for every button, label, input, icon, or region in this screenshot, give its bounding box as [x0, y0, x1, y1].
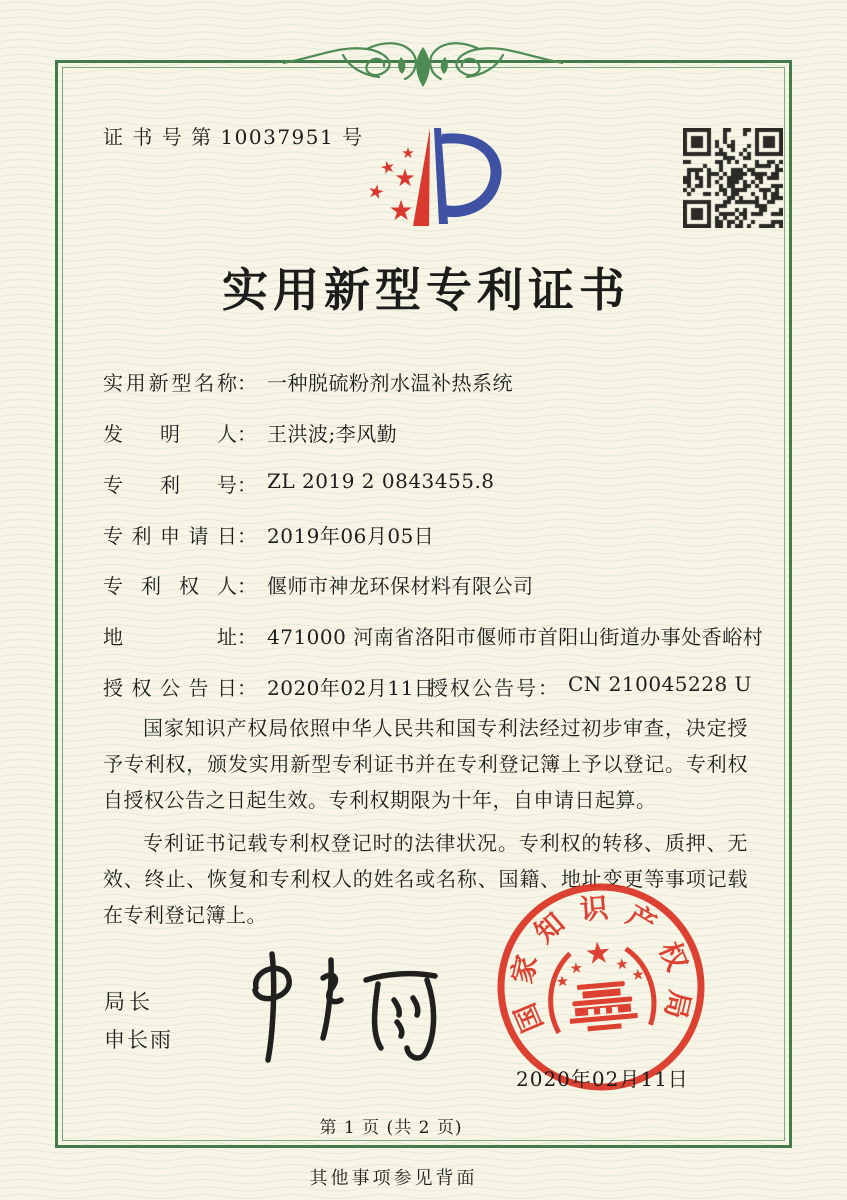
- star-icon: ★: [614, 954, 630, 974]
- star-icon: ★: [583, 935, 614, 973]
- field-label: 专利号: [103, 473, 237, 497]
- commissioner-signature: [228, 948, 443, 1066]
- commissioner-title: 局长: [104, 990, 154, 1014]
- field-value: 471000 河南省洛阳市偃师市首阳山街道办事处香峪村: [267, 625, 764, 649]
- field-row-filing-date: 专利申请日： 2019年06月05日: [103, 520, 757, 550]
- star-icon: ★: [401, 144, 415, 162]
- certificate-number: 证 书 号 第 10037951 号: [103, 125, 364, 149]
- field-label: 实用新型名称: [103, 371, 237, 395]
- commissioner-name: 申长雨: [104, 1028, 173, 1052]
- back-note: 其他事项参见背面: [309, 1168, 478, 1189]
- cnipa-logo: [345, 114, 515, 238]
- page-number: 第 1 页 (共 2 页): [319, 1118, 463, 1138]
- field-value: 2020年02月11日: [267, 676, 435, 700]
- seal-char: 局: [658, 987, 697, 1023]
- field-value: 2019年06月05日: [267, 524, 435, 548]
- star-icon: ★: [394, 164, 416, 192]
- seal-char: 国: [508, 998, 550, 1038]
- qr-code: [683, 128, 783, 228]
- field-label: 授权公告号: [428, 676, 538, 700]
- field-row-patent-number: 专利号： ZL 2019 2 0843455.8: [103, 469, 495, 497]
- star-icon: ★: [365, 179, 387, 205]
- field-row-grant: 授权公告日： 2020年02月11日 授权公告号： CN 210045228 U: [103, 672, 752, 700]
- star-icon: ★: [554, 971, 570, 991]
- seal-emblem: [545, 932, 656, 1035]
- certificate-title: 实用新型专利证书: [222, 263, 630, 317]
- seal-date: 2020年02月11日: [516, 1067, 689, 1091]
- star-icon: ★: [378, 156, 398, 180]
- seal-char: 识: [578, 891, 610, 927]
- seal-char: 知: [528, 906, 571, 950]
- field-label: 发明人: [103, 422, 237, 446]
- star-icon: ★: [568, 958, 584, 978]
- field-row-utility-name: 实用新型名称： 一种脱硫粉剂水温补热系统: [103, 367, 757, 397]
- star-icon: ★: [630, 965, 646, 985]
- field-value: 王洪波;李风勤: [267, 422, 398, 446]
- seal-char: 权: [652, 936, 694, 976]
- logo-p-bowl: [441, 133, 502, 217]
- field-value: 偃师市神龙环保材料有限公司: [267, 574, 534, 598]
- field-value: CN 210045228 U: [568, 672, 752, 696]
- field-value: ZL 2019 2 0843455.8: [267, 469, 495, 493]
- legal-paragraph-1: 国家知识产权局依照中华人民共和国专利法经过初步审查，决定授予专利权，颁发实用新型专利证书并在专利登记簿上予以登记。专利权自授权公告之日起生效。专利权期限为十年，自申请日起算。: [103, 716, 748, 812]
- field-row-patentee: 专利权人： 偃师市神龙环保材料有限公司: [103, 570, 757, 600]
- field-label: 专利权人: [103, 574, 237, 598]
- field-label: 专利申请日: [103, 524, 237, 548]
- star-icon: ★: [388, 194, 414, 227]
- ornament-flourish: [283, 33, 563, 97]
- field-row-address: 地址： 471000 河南省洛阳市偃师市首阳山街道办事处香峪村: [103, 621, 757, 651]
- legal-paragraph-2: 专利证书记载专利权登记时的法律状况。专利权的转移、质押、无效、终止、恢复和专利权人的姓名或名称、国籍、地址变更等事项记载在专利登记簿上。: [103, 831, 748, 927]
- field-label: 地址: [103, 625, 237, 649]
- field-value: 一种脱硫粉剂水温补热系统: [267, 371, 513, 395]
- field-row-inventor: 发明人： 王洪波;李风勤: [103, 418, 757, 448]
- seal-char: 产: [620, 898, 662, 942]
- seal-char: 家: [505, 951, 544, 987]
- field-label: 授权公告日: [103, 676, 237, 700]
- grant-number-pair: 授权公告号： CN 210045228 U: [428, 672, 752, 700]
